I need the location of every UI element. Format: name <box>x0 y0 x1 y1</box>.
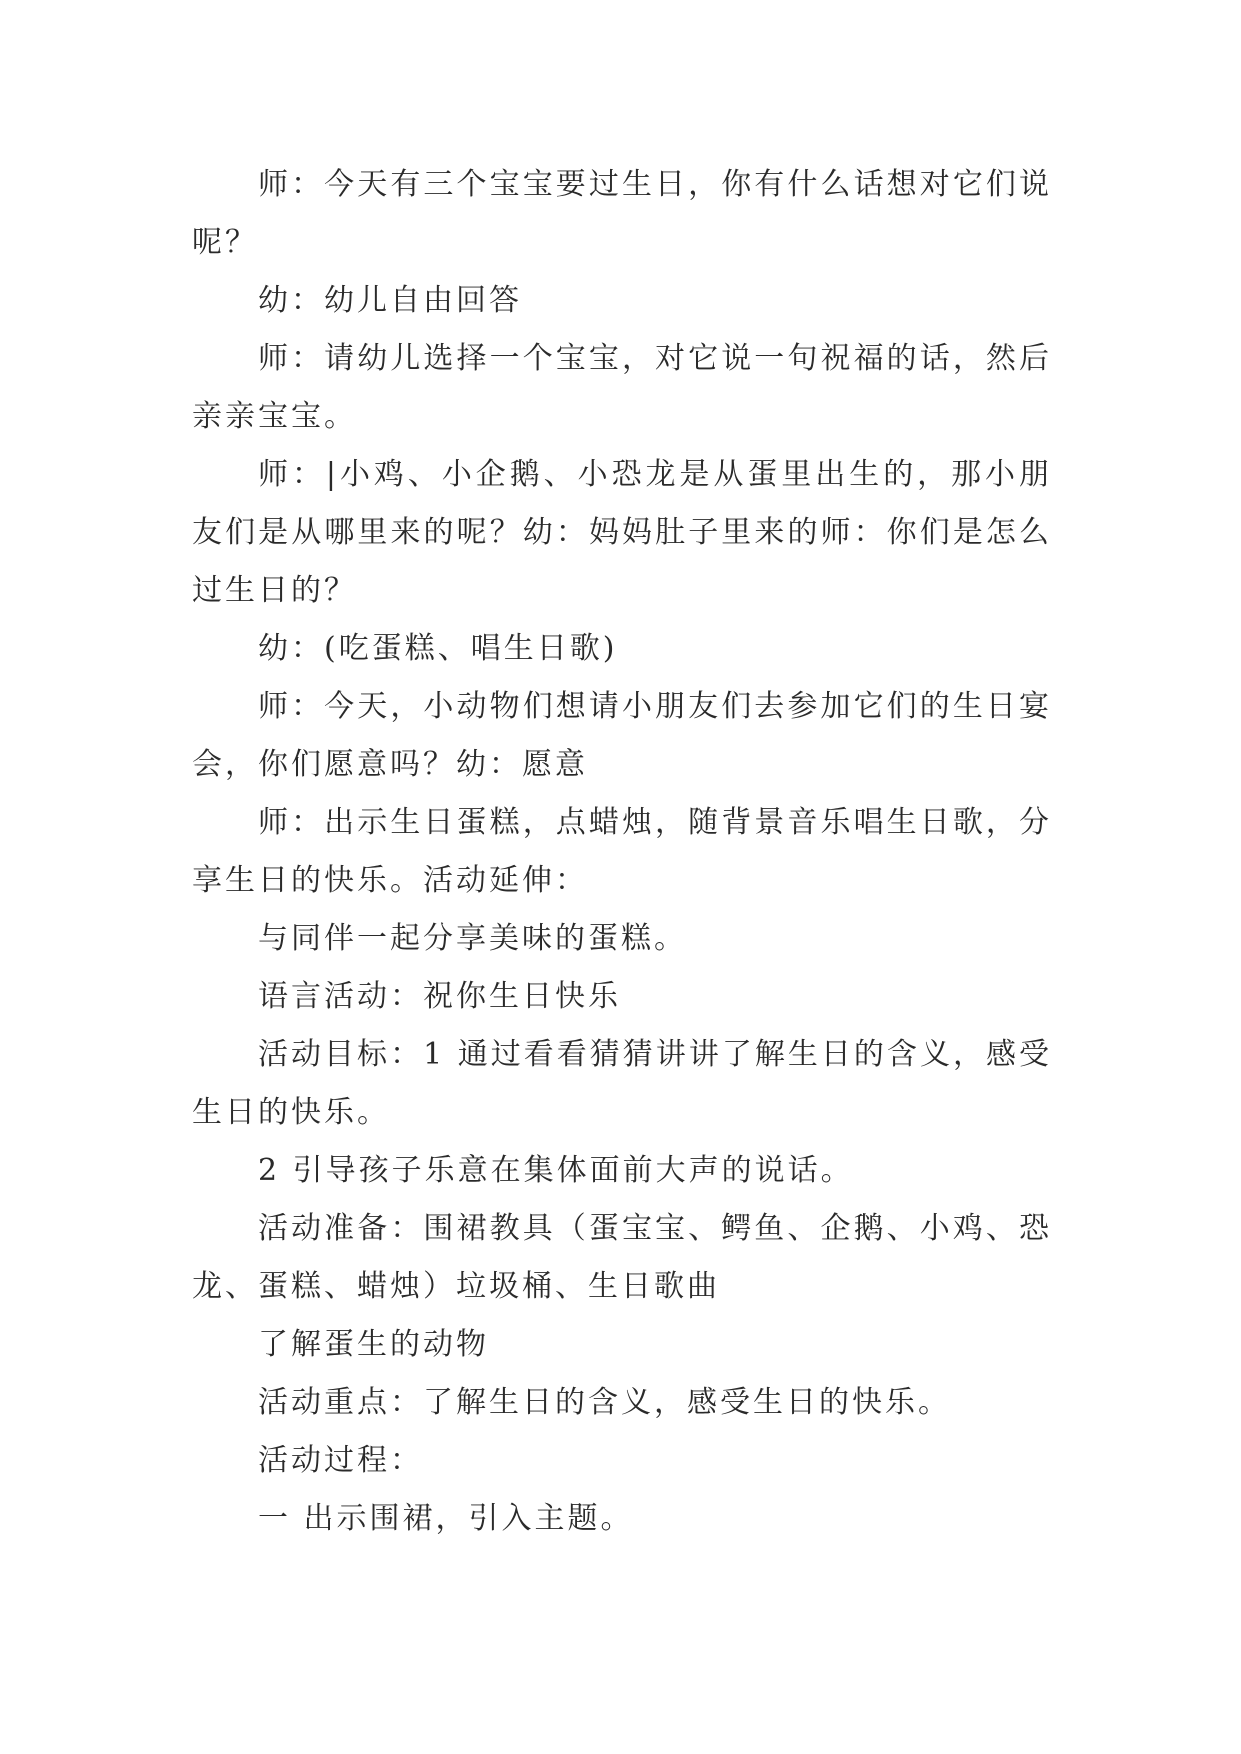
paragraph: 师：出示生日蛋糕，点蜡烛，随背景音乐唱生日歌，分享生日的快乐。活动延伸： <box>192 805 1052 898</box>
paragraph: 师：今天有三个宝宝要过生日，你有什么话想对它们说呢？ <box>192 167 1052 260</box>
paragraph: 2 引导孩子乐意在集体面前大声的说话。 <box>258 1153 854 1188</box>
paragraph: 一 出示围裙，引入主题。 <box>258 1501 634 1536</box>
paragraph: 师：今天，小动物们想请小朋友们去参加它们的生日宴会，你们愿意吗？幼：愿意 <box>192 689 1052 782</box>
paragraph: 了解蛋生的动物 <box>258 1327 489 1362</box>
paragraph: 活动目标：1 通过看看猜猜讲讲了解生日的含义，感受生日的快乐。 <box>192 1037 1052 1130</box>
paragraph: 幼：(吃蛋糕、唱生日歌) <box>258 631 618 666</box>
paragraph: 活动准备：围裙教具（蛋宝宝、鳄鱼、企鹅、小鸡、恐龙、蛋糕、蜡烛）垃圾桶、生日歌曲 <box>192 1211 1052 1304</box>
document-page <box>192 156 1052 1548</box>
paragraph: 活动重点：了解生日的含义，感受生日的快乐。 <box>258 1385 951 1420</box>
paragraph: 活动过程： <box>258 1443 423 1478</box>
paragraph: 师：|小鸡、小企鹅、小恐龙是从蛋里出生的，那小朋友们是从哪里来的呢？幼：妈妈肚子里来的师：你们是怎么过生日的？ <box>192 457 1052 608</box>
paragraph: 师：请幼儿选择一个宝宝，对它说一句祝福的话，然后亲亲宝宝。 <box>192 341 1052 434</box>
paragraph: 幼：幼儿自由回答 <box>258 283 522 318</box>
paragraph: 与同伴一起分享美味的蛋糕。 <box>258 921 687 956</box>
paragraph: 语言活动：祝你生日快乐 <box>258 979 621 1014</box>
